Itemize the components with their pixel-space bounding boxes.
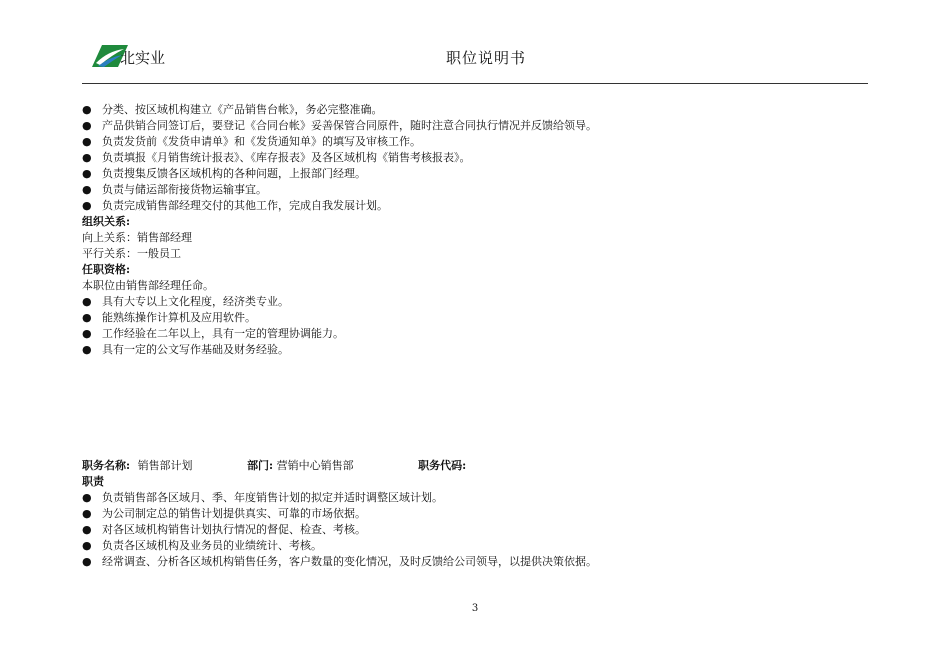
qualifications-heading: 任职资格:	[82, 263, 131, 276]
bullet-item	[82, 310, 842, 326]
bullet-icon: ●	[82, 507, 92, 520]
dept-value: 营销中心销售部	[276, 459, 354, 472]
bullet-text: 负责与储运部衔接货物运输事宜。	[102, 183, 267, 196]
job-name-label: 职务名称:	[82, 459, 131, 472]
bullet-icon: ●	[82, 135, 92, 148]
bullet-item	[82, 490, 842, 506]
bullet-item	[82, 182, 842, 198]
bullet-text: 对各区域机构销售计划执行情况的督促、检查、考核。	[102, 523, 366, 536]
bullet-text: 具有一定的公文写作基础及财务经验。	[102, 343, 289, 356]
org-relations-heading: 组织关系:	[82, 215, 131, 228]
bullet-item	[82, 102, 842, 118]
bullet-icon: ●	[82, 555, 92, 568]
bullet-item	[82, 554, 842, 570]
bullet-item	[82, 134, 842, 150]
page-header	[82, 40, 868, 86]
job-name-value: 销售部计划	[137, 459, 193, 472]
bullet-icon: ●	[82, 327, 92, 340]
bullet-text: 工作经验在二年以上，具有一定的管理协调能力。	[102, 327, 344, 340]
report-up-text: 向上关系：销售部经理	[82, 231, 192, 244]
bullet-item	[82, 198, 842, 214]
header-divider	[82, 83, 868, 84]
document-title: 职位说明书	[446, 49, 527, 67]
bullet-icon: ●	[82, 343, 92, 356]
job-info-line	[82, 458, 842, 474]
page-number: 3	[471, 603, 479, 614]
bullet-item	[82, 150, 842, 166]
bullet-text: 具有大专以上文化程度，经济类专业。	[102, 295, 289, 308]
bullet-text: 负责填报《月销售统计报表》、《库存报表》及各区域机构《销售考核报表》。	[102, 151, 471, 164]
report-peer-text: 平行关系：一般员工	[82, 247, 181, 260]
bullet-icon: ●	[82, 103, 92, 116]
qualifications-intro: 本职位由销售部经理任命。	[82, 279, 214, 292]
duties-heading: 职责	[82, 475, 104, 488]
bullet-text: 负责发货前《发货申请单》和《发货通知单》的填写及审核工作。	[102, 135, 421, 148]
bullet-text: 为公司制定总的销售计划提供真实、可靠的市场依据。	[102, 507, 366, 520]
bullet-item	[82, 294, 842, 310]
bullet-text: 产品供销合同签订后，要登记《合同台帐》妥善保管合同原件，随时注意合同执行情况并反馈给领导。	[102, 119, 597, 132]
job-code-label: 职务代码:	[418, 459, 467, 472]
bullet-text: 经常调查、分析各区域机构销售任务，客户数量的变化情况，及时反馈给公司领导，以提供决策依据。	[102, 555, 597, 568]
bullet-text: 负责各区域机构及业务员的业绩统计、考核。	[102, 539, 322, 552]
bullet-text: 能熟练操作计算机及应用软件。	[102, 311, 256, 324]
bullet-item	[82, 166, 842, 182]
bullet-icon: ●	[82, 183, 92, 196]
bullet-item	[82, 538, 842, 554]
bullet-item	[82, 342, 842, 358]
bullet-icon: ●	[82, 491, 92, 504]
bullet-item	[82, 522, 842, 538]
bullet-text: 负责销售部各区域月、季、年度销售计划的拟定并适时调整区域计划。	[102, 491, 443, 504]
section-responsibilities-1	[82, 102, 842, 358]
bullet-item	[82, 118, 842, 134]
bullet-icon: ●	[82, 167, 92, 180]
company-name: 北实业	[120, 49, 166, 67]
dept-label: 部门:	[247, 459, 274, 472]
bullet-text: 分类、按区域机构建立《产品销售台帐》，务必完整准确。	[102, 103, 383, 116]
bullet-icon: ●	[82, 151, 92, 164]
bullet-item	[82, 326, 842, 342]
bullet-icon: ●	[82, 295, 92, 308]
section-job-2	[82, 458, 842, 570]
bullet-item	[82, 506, 842, 522]
bullet-text: 负责搜集反馈各区域机构的各种问题，上报部门经理。	[102, 167, 366, 180]
bullet-icon: ●	[82, 311, 92, 324]
bullet-icon: ●	[82, 539, 92, 552]
bullet-icon: ●	[82, 119, 92, 132]
bullet-text: 负责完成销售部经理交付的其他工作，完成自我发展计划。	[102, 199, 388, 212]
bullet-icon: ●	[82, 523, 92, 536]
bullet-icon: ●	[82, 199, 92, 212]
